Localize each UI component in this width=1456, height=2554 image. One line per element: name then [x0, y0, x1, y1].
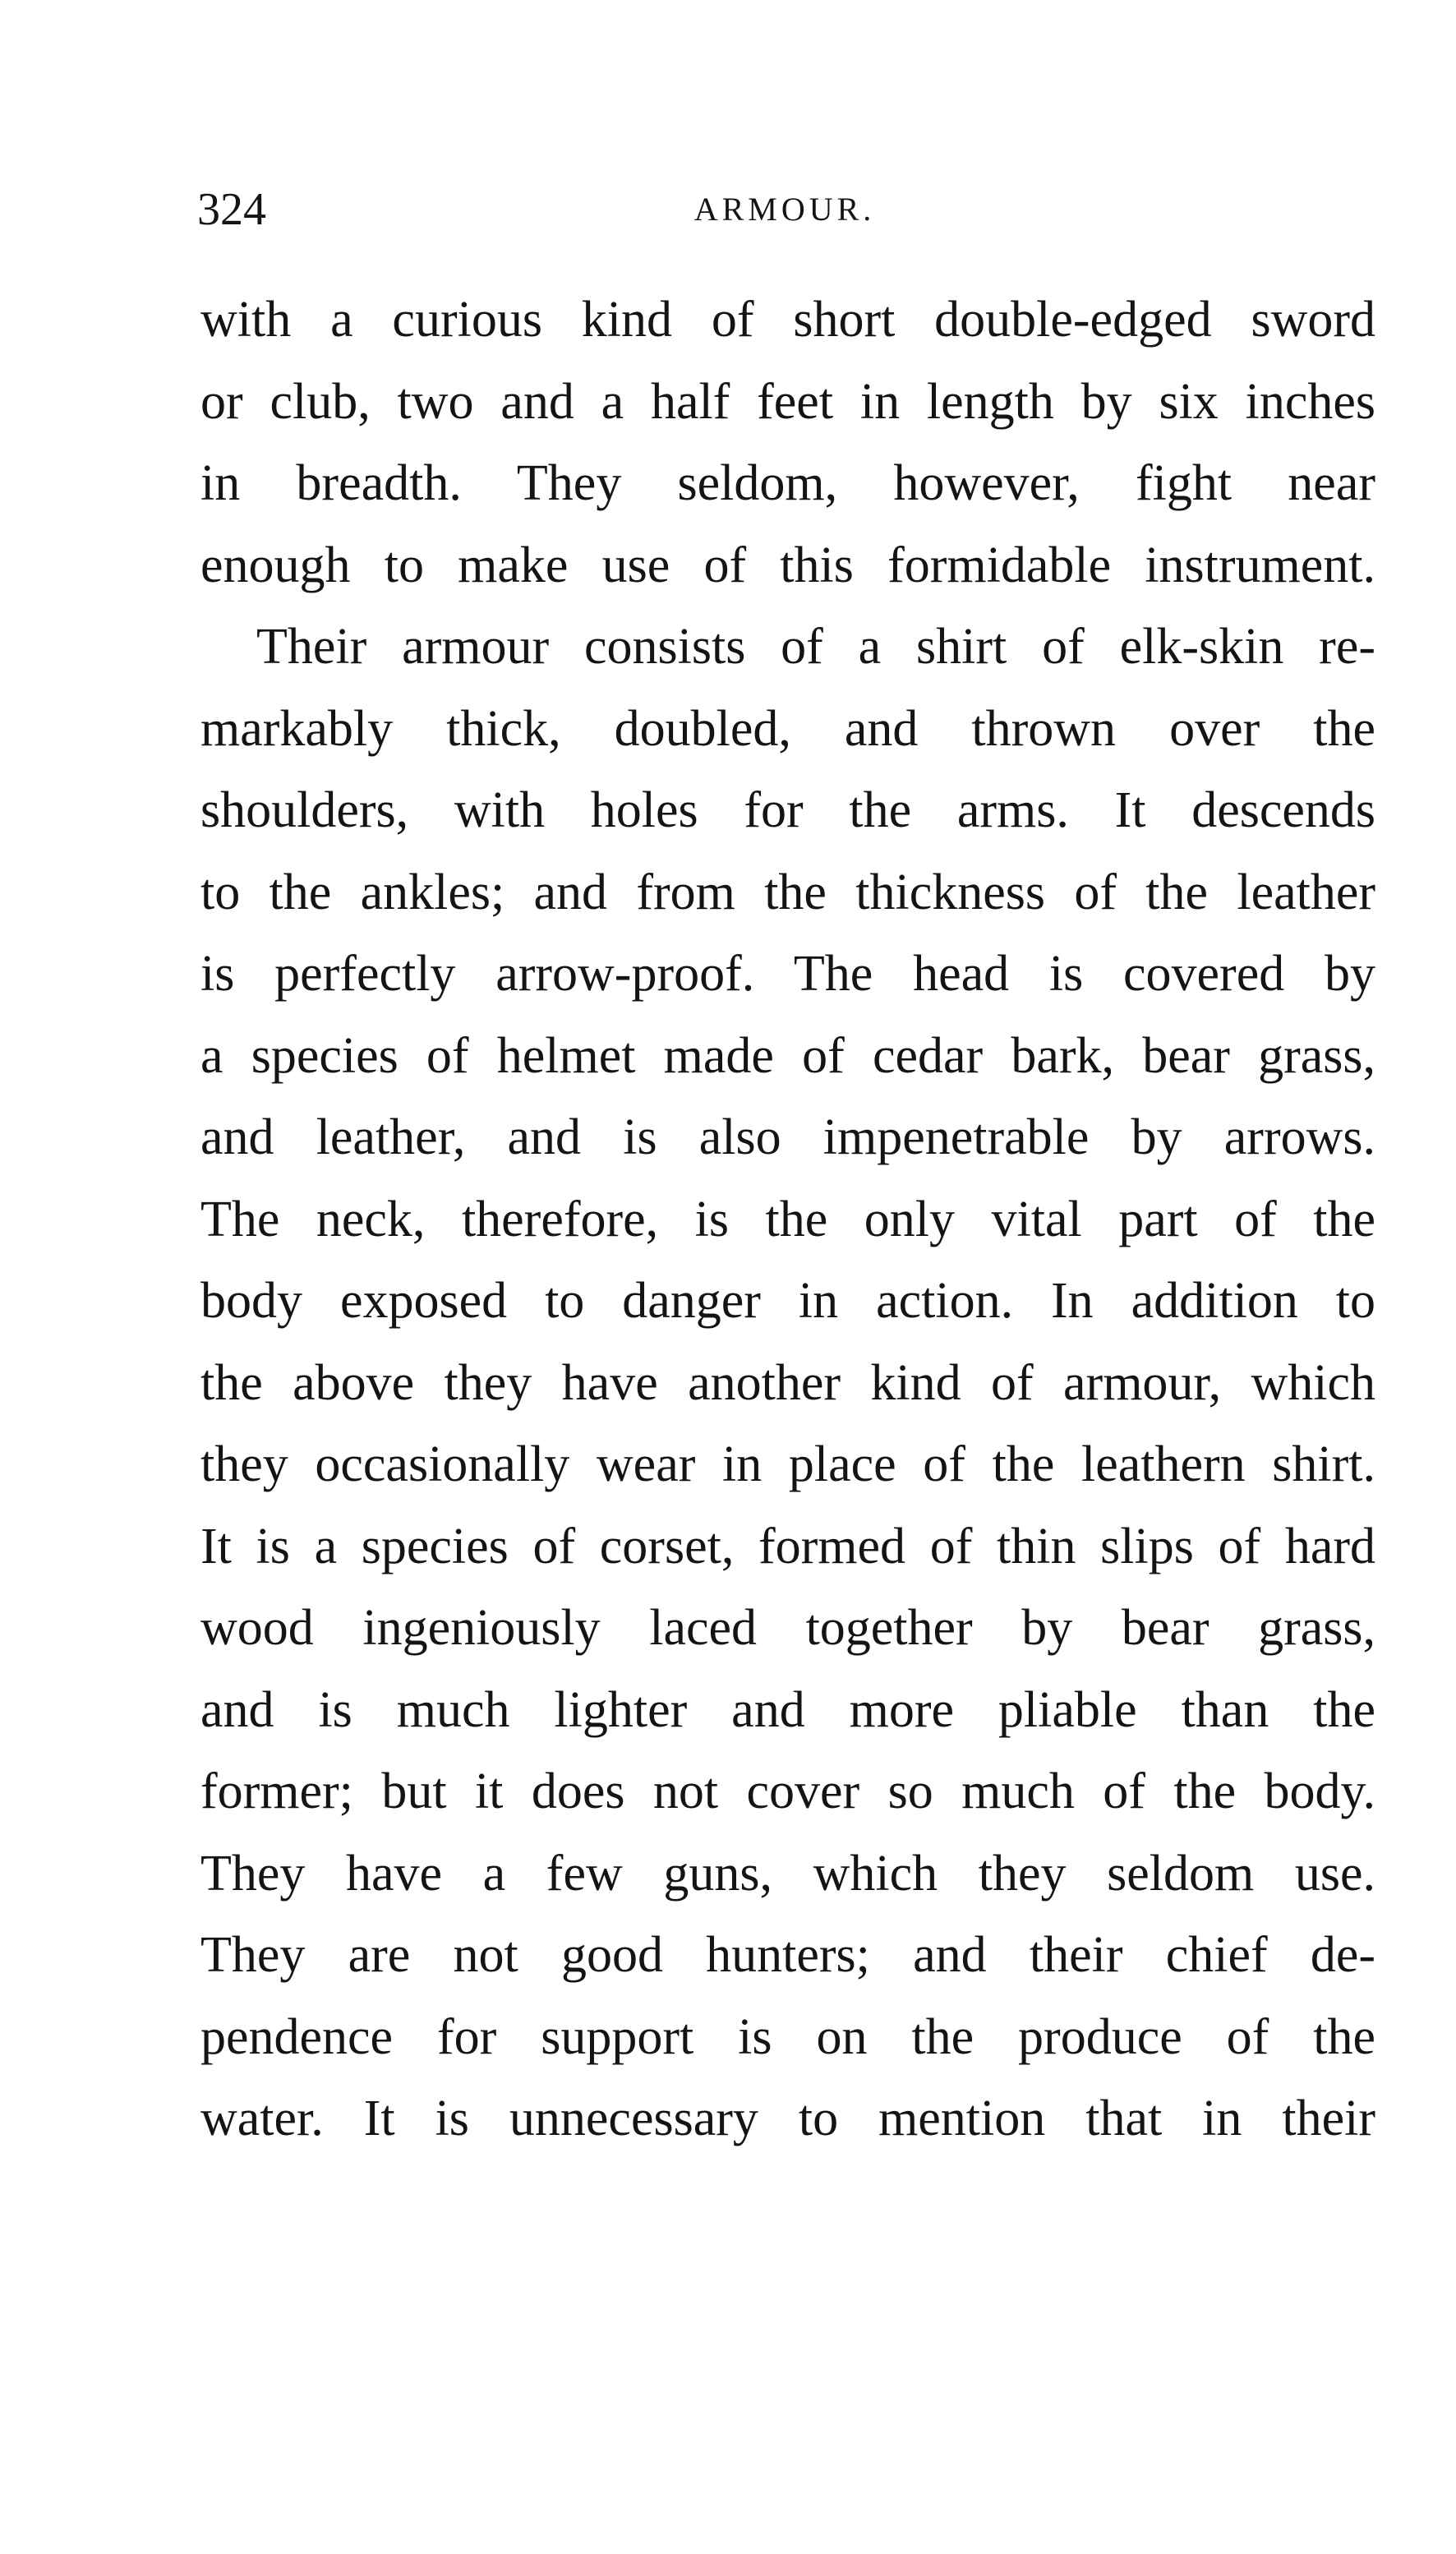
running-header — [197, 173, 1372, 247]
text-line: former; but it does not cover so much of the body. — [200, 1763, 1375, 1819]
text-line: they occasionally wear in place of the leathern shirt. — [200, 1436, 1375, 1492]
running-title: ARMOUR. — [693, 191, 876, 228]
body-text — [200, 279, 1375, 2160]
text-line: It is a species of corset, formed of thin slips of hard — [200, 1518, 1375, 1574]
text-line: The neck, therefore, is the only vital part of the — [200, 1191, 1375, 1247]
text-line: body exposed to danger in action. In addition to — [200, 1273, 1375, 1329]
text-line: pendence for support is on the produce of the — [200, 2008, 1375, 2065]
text-line: and is much lighter and more pliable than the — [200, 1681, 1375, 1738]
text-line: They are not good hunters; and their chief de- — [200, 1927, 1375, 1983]
page-number: 324 — [197, 184, 266, 235]
text-line: enough to make use of this formidable instrument. — [200, 537, 1375, 593]
text-line: is perfectly arrow-proof. The head is covered by — [200, 946, 1375, 1002]
text-line: the above they have another kind of armour, which — [200, 1354, 1375, 1411]
text-line: They have a few guns, which they seldom use. — [200, 1845, 1375, 1902]
text-line: to the ankles; and from the thickness of the leather — [200, 864, 1375, 920]
text-line: with a curious kind of short double-edged sword — [200, 292, 1375, 348]
text-line: water. It is unnecessary to mention that in their — [200, 2091, 1375, 2146]
text-line: markably thick, doubled, and thrown over the — [200, 700, 1375, 757]
text-line: shoulders, with holes for the arms. It descends — [200, 782, 1375, 838]
text-line: wood ingeniously laced together by bear grass, — [200, 1600, 1375, 1656]
paragraph-first-line: Their armour consists of a shirt of elk-skin re- — [256, 619, 1375, 675]
text-line: and leather, and is also impenetrable by arrows. — [200, 1109, 1375, 1165]
text-line: or club, two and a half feet in length by six inches — [200, 373, 1375, 430]
text-line: a species of helmet made of cedar bark, bear grass, — [200, 1027, 1375, 1084]
text-line: in breadth. They seldom, however, fight near — [200, 455, 1375, 511]
